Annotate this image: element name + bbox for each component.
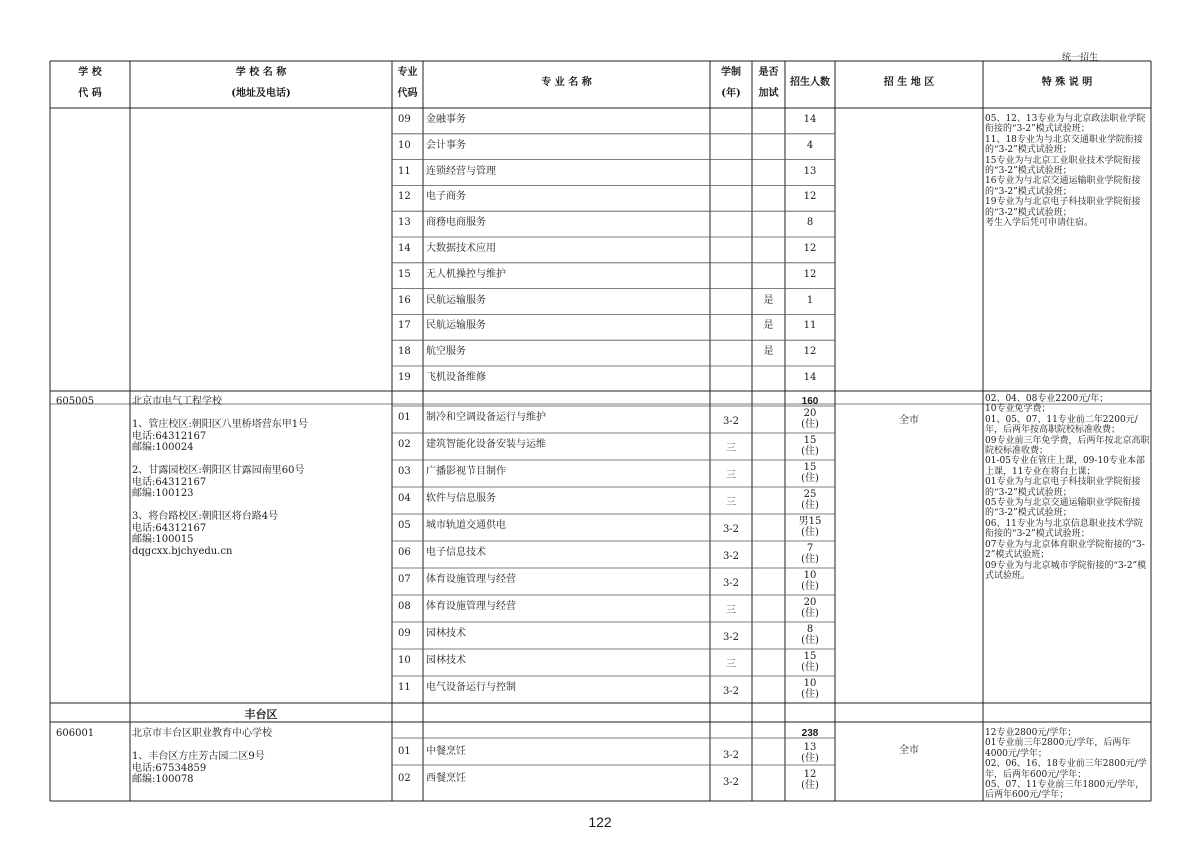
- major-code: 02: [398, 773, 411, 784]
- district-fengtai: 丰台区: [244, 709, 278, 721]
- major-name: 无人机操控与维护: [426, 268, 506, 280]
- header-extra-test: 是否 加试: [758, 67, 779, 99]
- major-code: 10: [398, 655, 411, 666]
- remarks-top: 05、12、13专业为与北京政法职业学院衔接的“3-2”模式试验班； 11、18专业为与北京交通职业学院衔接的“3-2”模式试验班； 15专业为与北京工业职业技术学院衔接的“3-2”模式试验班； 16专业为与北京交通运输职业学院衔接的“3-2”模式试验班； 19专业为与北京电子科技职业学院衔接的“3-2”模式试验班； 考生入学后凭可申请住宿。: [985, 114, 1146, 229]
- major-enroll-note: (住): [801, 554, 819, 565]
- major-code: 03: [398, 466, 411, 477]
- major-name: 园林技术: [426, 655, 466, 666]
- header-duration: 学制 (年): [721, 67, 741, 99]
- major-name: 建筑智能化设备安装与运维: [426, 439, 546, 450]
- major-extra-test: 是: [763, 320, 774, 332]
- major-enroll: 10: [803, 678, 817, 689]
- major-name: 连锁经营与管理: [426, 165, 496, 177]
- major-duration: 三: [726, 470, 736, 481]
- major-enroll: 12: [803, 268, 817, 280]
- major-enroll-note: (住): [801, 419, 819, 430]
- major-name: 中餐烹饪: [426, 746, 466, 757]
- major-enroll-note: (住): [801, 500, 819, 511]
- major-enroll: 14: [803, 372, 817, 383]
- major-name: 民航运输服务: [426, 294, 486, 306]
- header-school-code: 学 校 代 码: [78, 67, 102, 99]
- major-duration: 三: [726, 443, 736, 454]
- major-name: 西餐烹饪: [426, 773, 466, 784]
- major-duration: 3-2: [722, 551, 740, 562]
- header-major-code: 专业 代码: [397, 67, 418, 99]
- region-606001: 全市: [899, 745, 919, 756]
- major-enroll: 7: [806, 543, 814, 554]
- major-duration: 3-2: [722, 777, 740, 788]
- region-605005: 全市: [899, 415, 919, 426]
- major-enroll-note: (住): [801, 527, 819, 538]
- major-enroll: 15: [803, 435, 817, 446]
- major-code: 08: [398, 601, 411, 612]
- school-code-606001: 606001: [56, 728, 95, 739]
- major-enroll: 14: [803, 114, 817, 125]
- major-code: 15: [398, 268, 411, 280]
- major-code: 12: [398, 191, 411, 203]
- major-name: 园林技术: [426, 628, 466, 639]
- major-code: 06: [398, 547, 411, 558]
- major-duration: 三: [726, 659, 736, 670]
- remarks-606001: 12专业2800元/学年； 01专业前三年2800元/学年，后两年4000元/学年； 02、06、16、18专业前三年2800元/学年，后两年600元/学年； 05、07、11专业前三年1800元/学年，后两年600元/学年；: [985, 728, 1147, 801]
- major-name: 体育设施管理与经营: [426, 601, 516, 612]
- major-code: 09: [398, 628, 411, 639]
- major-name: 软件与信息服务: [426, 493, 496, 504]
- major-enroll: 1: [806, 294, 814, 306]
- major-enroll: 13: [803, 742, 817, 753]
- remarks-605005: 02、04、08专业2200元/年； 10专业免学费； 01、05、07、11专业前二年2200元/年，后两年按高职院校标准收费； 09专业前三年免学费，后两年按北京高职院校标准收费； 01-05专业在管庄上课，09-10专业本部上课，11专业在将台上课； 01专业为与北京电子科技职业学院衔接的“3-2”模式试验班； 05专业为与北京交通运输职业学院衔接的“3-2”模式试验班； 06、11专业为与北京信息职业技术学院衔接的“3-2”模式试验班； 07专业为与北京体育职业学院衔接的“3-2”模式试验班； 09专业为与北京城市学院衔接的“3-2”模式试验班。: [985, 394, 1150, 581]
- major-name: 电气设备运行与控制: [426, 682, 516, 693]
- header-region: 招 生 地 区: [883, 77, 935, 88]
- major-duration: 3-2: [722, 750, 740, 761]
- header-remarks: 特 殊 说 明: [1041, 77, 1093, 88]
- major-enroll-note: (住): [801, 473, 819, 484]
- major-enroll-note: (住): [801, 581, 819, 592]
- major-enroll: 20: [803, 408, 817, 419]
- major-name: 商務电商服务: [426, 217, 486, 229]
- major-enroll: 12: [803, 769, 817, 780]
- major-enroll: 4: [806, 139, 814, 151]
- major-enroll-note: (住): [801, 753, 819, 764]
- major-duration: 3-2: [722, 524, 740, 535]
- major-enroll: 20: [803, 597, 817, 608]
- major-code: 18: [398, 346, 411, 358]
- page-number: 122: [588, 814, 612, 830]
- major-duration: 3-2: [722, 416, 740, 427]
- major-enroll-note: (住): [801, 446, 819, 457]
- major-enroll-note: (住): [801, 662, 819, 673]
- major-enroll: 8: [806, 217, 814, 229]
- major-name: 会计事务: [426, 139, 466, 151]
- major-code: 11: [398, 682, 411, 693]
- school-info-605005: 北京市电气工程学校 1、管庄校区:朝阳区八里桥塔营东甲1号 电话:64312167 邮编:100024 2、甘露园校区:朝阳区甘露园南里60号 电话:64312167 邮编:100123 3、将台路校区:朝阳区将台路4号 电话:64312167 邮编:100015 dqgcxx.bjchyedu.cn: [132, 396, 309, 557]
- major-enroll: 12: [803, 191, 817, 203]
- major-name: 民航运输服务: [426, 320, 486, 332]
- major-enroll-note: (住): [801, 635, 819, 646]
- major-code: 04: [398, 493, 411, 504]
- major-enroll: 12: [803, 243, 817, 254]
- major-name: 体育设施管理与经营: [426, 574, 516, 585]
- major-extra-test: 是: [763, 346, 774, 358]
- major-enroll: 13: [803, 165, 817, 177]
- major-enroll: 12: [803, 346, 817, 358]
- major-name: 大数据技术应用: [426, 243, 496, 254]
- major-code: 01: [398, 746, 411, 757]
- major-duration: 3-2: [722, 578, 740, 589]
- major-enroll: 8: [806, 624, 814, 635]
- major-name: 金融事务: [426, 114, 466, 125]
- major-enroll: 10: [803, 570, 817, 581]
- total-606001: 238: [801, 728, 819, 739]
- major-name: 电子商务: [426, 191, 466, 203]
- corner-tag: 统一招生: [1062, 53, 1099, 63]
- major-code: 11: [398, 165, 411, 177]
- major-code: 01: [398, 412, 411, 423]
- major-duration: 3-2: [722, 632, 740, 643]
- major-name: 制冷和空调设备运行与维护: [426, 412, 546, 423]
- header-school-name: 学 校 名 称 (地址及电话): [231, 67, 291, 99]
- major-enroll: 15: [803, 462, 817, 473]
- major-enroll-note: (住): [801, 780, 819, 791]
- header-enroll: 招生人数: [790, 77, 830, 88]
- major-code: 10: [398, 139, 411, 151]
- major-code: 16: [398, 294, 411, 306]
- major-name: 航空服务: [426, 346, 466, 358]
- major-code: 05: [398, 520, 411, 531]
- major-enroll-note: (住): [801, 608, 819, 619]
- major-name: 广播影视节目制作: [426, 466, 506, 477]
- major-enroll: 15: [803, 651, 817, 662]
- major-extra-test: 是: [763, 294, 774, 306]
- major-code: 13: [398, 217, 411, 229]
- major-code: 17: [398, 320, 411, 332]
- major-code: 19: [398, 372, 411, 383]
- major-enroll: 25: [803, 489, 817, 500]
- major-enroll: 11: [803, 320, 817, 332]
- major-code: 14: [398, 243, 411, 254]
- major-name: 城市轨道交通供电: [426, 520, 506, 531]
- school-info-606001: 北京市丰台区职业教育中心学校 1、丰台区方庄芳古园二区9号 电话:67534859 邮编:100078: [132, 728, 272, 785]
- major-enroll-note: (住): [801, 689, 819, 700]
- major-code: 07: [398, 574, 411, 585]
- major-duration: 三: [726, 497, 736, 508]
- header-major-name: 专 业 名 称: [541, 77, 592, 88]
- major-name: 电子信息技术: [426, 547, 486, 558]
- major-code: 02: [398, 439, 411, 450]
- total-605005: 160: [801, 396, 819, 407]
- major-duration: 三: [726, 605, 736, 616]
- school-code-605005: 605005: [56, 396, 95, 407]
- major-name: 飞机设备维修: [426, 372, 486, 383]
- major-duration: 3-2: [722, 686, 740, 697]
- major-code: 09: [398, 114, 411, 125]
- major-enroll: 男15: [798, 516, 822, 527]
